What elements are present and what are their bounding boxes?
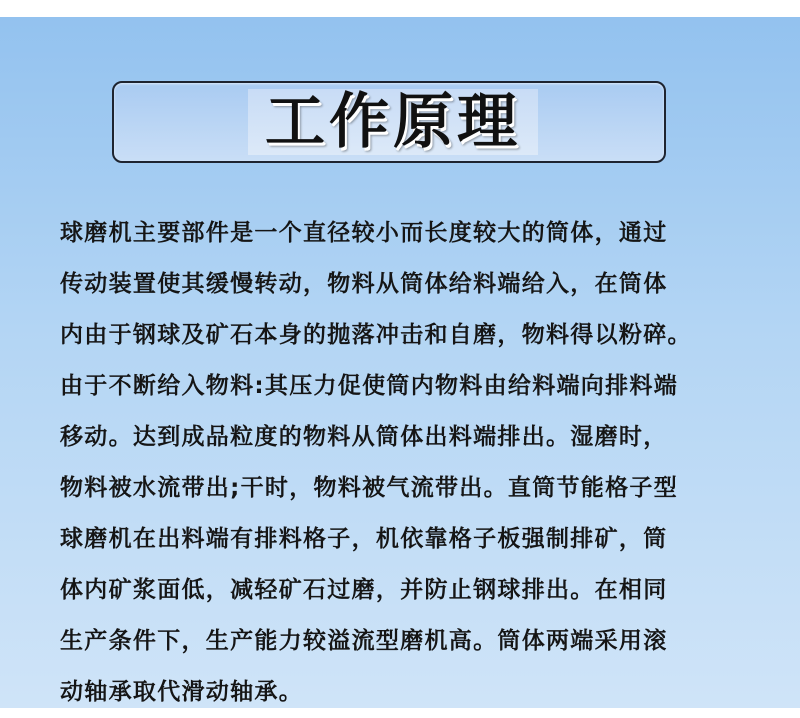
- paragraph-line: 内由于钢球及矿石本身的抛落冲击和自磨，物料得以粉碎。: [60, 322, 692, 348]
- paragraph-line: 体内矿浆面低，减轻矿石过磨，并防止钢球排出。在相同: [60, 577, 668, 603]
- content-panel: [0, 17, 800, 708]
- paragraph-line: 移动。达到成品粒度的物料从筒体出料端排出。湿磨时，: [60, 424, 668, 450]
- paragraph-line: 球磨机主要部件是一个直径较小而长度较大的筒体，通过: [60, 220, 668, 246]
- title-plate: [248, 89, 538, 155]
- paragraph-line: 物料被水流带出;干时，物料被气流带出。直筒节能格子型: [60, 475, 678, 501]
- paragraph-line: 球磨机在出料端有排料格子，机依靠格子板强制排矿，筒: [60, 526, 668, 552]
- paragraph-line: 由于不断给入物料:其压力促使筒内物料由给料端向排料端: [60, 373, 678, 399]
- page-title: 工作原理: [265, 87, 521, 157]
- title-frame: [112, 81, 666, 163]
- paragraph-line: 传动装置使其缓慢转动，物料从筒体给料端给入，在筒体: [60, 271, 668, 297]
- paragraph-line: 生产条件下，生产能力较溢流型磨机高。筒体两端采用滚: [60, 628, 668, 654]
- paragraph-line: 动轴承取代滑动轴承。: [60, 679, 303, 705]
- description-paragraph: [60, 208, 750, 718]
